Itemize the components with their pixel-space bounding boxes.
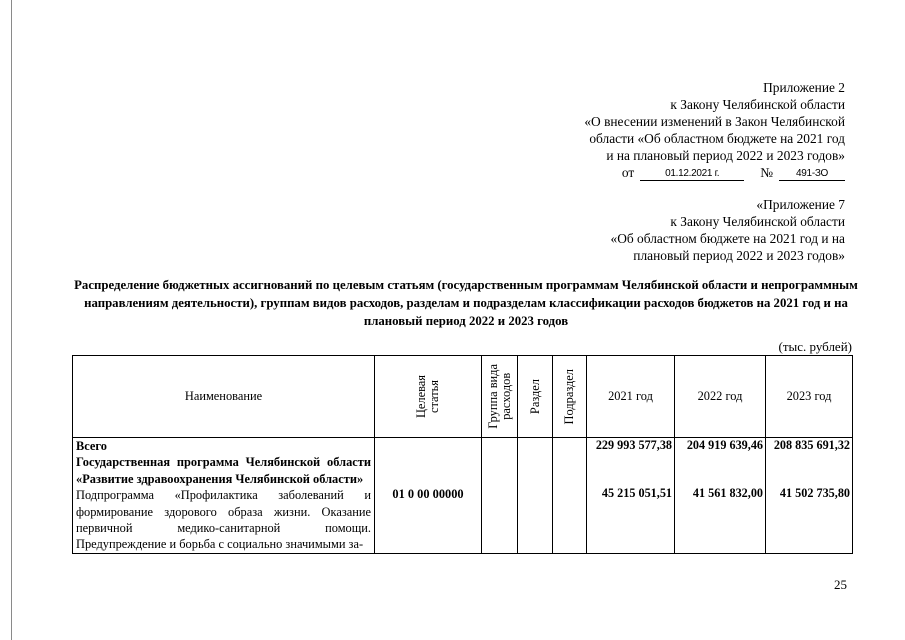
subprogram-name: Подпрограмма «Профилактика заболеваний и формирование здорового образа жизни. Оказание первичной медико-санитарной помощи. Предупреждение и борьба с социально значимыми за- (76, 488, 371, 552)
table-row (73, 438, 853, 554)
header2-line: к Закону Челябинской области (670, 214, 845, 229)
program-2022: 41 561 832,00 (692, 486, 763, 500)
handwritten-date: 01.12.2021 г. (640, 167, 744, 181)
program-2023: 41 502 735,80 (779, 486, 850, 500)
header2-line: «Об областном бюджете на 2021 год и на (610, 231, 845, 246)
column-header-section: Раздел (518, 356, 553, 438)
document-title: Распределение бюджетных ассигнований по целевым статьям (государственным программам Челябинской области и непрограммным направлениям деятельности), группам видов расходов, разделам и подразделам классификации расходов бюджетов на 2021 год и на плановый период 2022 и 2023 годов (74, 278, 858, 328)
column-header-subsection: Подраздел (553, 356, 587, 438)
target-cell (375, 438, 482, 554)
group-cell (482, 438, 518, 554)
column-header-name: Наименование (73, 356, 375, 438)
amount-2023-cell (766, 438, 853, 554)
column-header-2021: 2021 год (587, 356, 675, 438)
amount-2022-cell (675, 438, 766, 554)
total-2022: 204 919 639,46 (686, 438, 763, 452)
signature-row (485, 164, 845, 181)
appendix-header (485, 79, 845, 181)
program-2021: 45 215 051,51 (601, 486, 672, 500)
scan-edge-line (11, 0, 12, 640)
subsection-cell (553, 438, 587, 554)
column-header-target: Целевая статья (375, 356, 482, 438)
total-2021: 229 993 577,38 (595, 438, 672, 452)
column-header-2022: 2022 год (675, 356, 766, 438)
column-header-group: Группа вида расходов (482, 356, 518, 438)
header-line: и на плановый период 2022 и 2023 годов» (606, 148, 845, 163)
page-number: 25 (834, 577, 847, 592)
header-line: к Закону Челябинской области (670, 97, 845, 112)
program-target-code: 01 0 00 00000 (392, 487, 464, 501)
row-name-cell (73, 438, 375, 554)
handwritten-number: 491-ЗО (779, 167, 845, 181)
number-label: № (760, 165, 773, 180)
program-name: Государственная программа Челябинской области «Развитие здравоохранения Челябинской области» (76, 455, 371, 486)
header2-line: плановый период 2022 и 2023 годов» (633, 248, 845, 263)
from-label: от (621, 165, 635, 180)
section-cell (518, 438, 553, 554)
table-header-row (73, 356, 853, 438)
total-label: Всего (76, 439, 107, 453)
appendix7-header (485, 196, 845, 264)
header2-line: «Приложение 7 (756, 197, 845, 212)
units-label: (тыс. рублей) (778, 339, 852, 354)
budget-table (72, 355, 853, 554)
column-header-2023: 2023 год (766, 356, 853, 438)
amount-2021-cell (587, 438, 675, 554)
header-line: области «Об областном бюджете на 2021 год (589, 131, 845, 146)
total-2023: 208 835 691,32 (773, 438, 850, 452)
header-line: «О внесении изменений в Закон Челябинской (584, 114, 845, 129)
header-line: Приложение 2 (763, 80, 845, 95)
